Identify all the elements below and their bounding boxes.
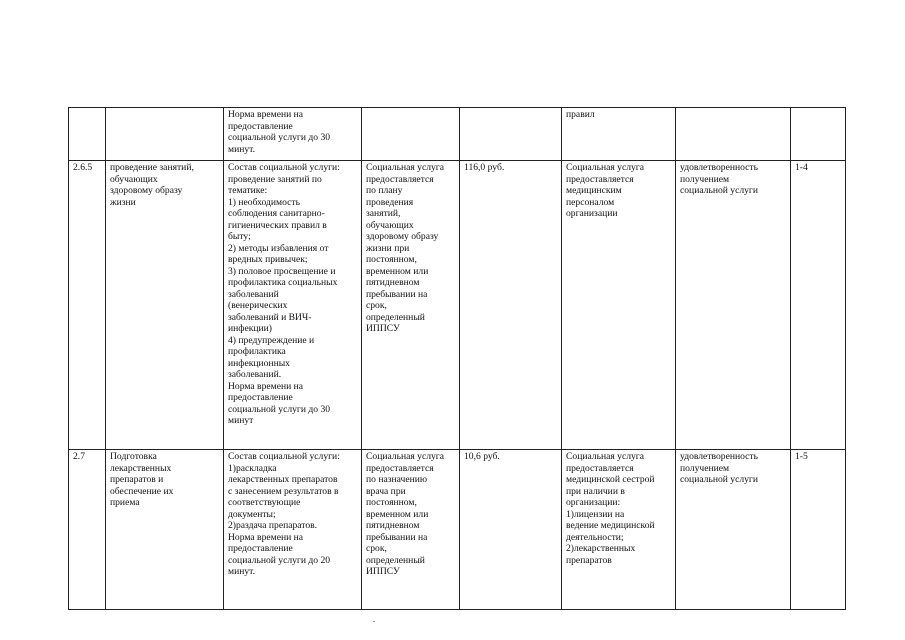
cell-service-name: проведение занятий, обучающих здоровому образу жизни (106, 161, 224, 450)
services-table (68, 107, 846, 610)
cell-conditions: Социальная услуга предоставляется по плану проведения занятий, обучающих здоровому образу жизни при постоянном, временном или пятидневном пребывании на срок, определенный ИППСУ (362, 161, 460, 450)
cell-conditions: Социальная услуга предоставляется по назначению врача при постоянном, временном или пятидневном пребывании на срок, определенный ИППСУ (362, 450, 460, 610)
cell-provider: Социальная услуга предоставляется медицинской сестрой при наличии в организации: 1)лицензии на ведение медицинской деятельности; 2)лекарственных препаратов (562, 450, 676, 610)
cell-service-content: Состав социальной услуги: 1)раскладка лекарственных препаратов с занесением результатов в соответствующие документы; 2)раздача препаратов. Норма времени на предоставление социальной услуги до 20 минут. (224, 450, 362, 610)
cell-service-name (106, 108, 224, 161)
cell-service-content: Норма времени на предоставление социальной услуги до 30 минут. (224, 108, 362, 161)
cell-score: 1-5 (791, 450, 846, 610)
table-row (69, 108, 846, 161)
cell-service-name: Подготовка лекарственных препаратов и обеспечение их приема (106, 450, 224, 610)
cell-score (791, 108, 846, 161)
cell-price: 116,0 руб. (460, 161, 562, 450)
table-row (69, 450, 846, 610)
cell-provider: Социальная услуга предоставляется медицинским персоналом организации (562, 161, 676, 450)
cell-price: 10,6 руб. (460, 450, 562, 610)
cell-score: 1-4 (791, 161, 846, 450)
cell-indicators: удовлетворенность получением социальной услуги (676, 161, 791, 450)
cell-service-content: Состав социальной услуги: проведение занятий по тематике: 1) необходимость соблюдения санитарно- гигиенических правил в быту; 2) методы избавления от вредных привычек; 3) половое просвещение и профилактика социальных заболеваний (венерических заболеваний и ВИЧ- инфекции) 4) предупреждение и профилактика инфекционных заболеваний. Норма времени на предоставление социальной услуги до 30 минут (224, 161, 362, 450)
cell-number (69, 108, 106, 161)
cell-indicators: удовлетворенность получением социальной услуги (676, 450, 791, 610)
cell-conditions (362, 108, 460, 161)
cell-provider: правил (562, 108, 676, 161)
cell-indicators (676, 108, 791, 161)
cell-price (460, 108, 562, 161)
scan-speck (373, 621, 375, 622)
table-row (69, 161, 846, 450)
cell-number: 2.6.5 (69, 161, 106, 450)
cell-number: 2.7 (69, 450, 106, 610)
